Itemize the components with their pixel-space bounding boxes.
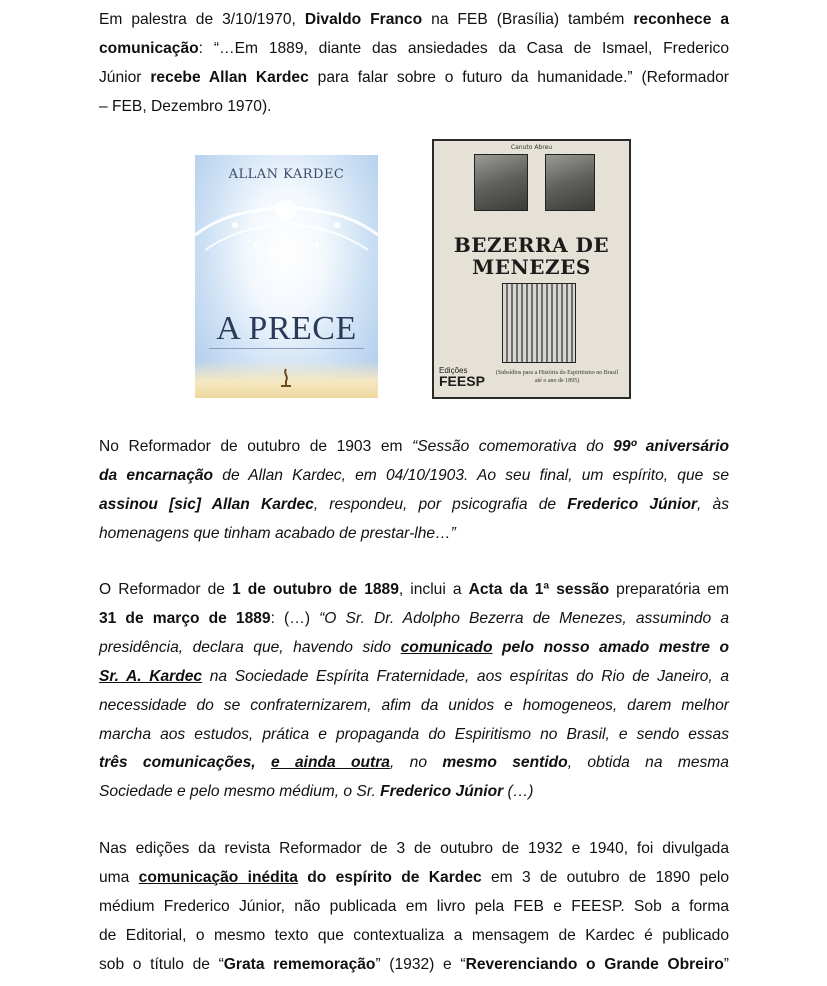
cover-title-rule <box>209 348 364 349</box>
text-line: médium Frederico Júnior, não publicada em livro pela FEB e FEESP. Sob a forma <box>99 897 729 915</box>
text-line: Sr. A. Kardec na Sociedade Espírita Fraternidade, aos espíritas do Rio de Janeiro, a <box>99 667 729 685</box>
book-cover-a-prece <box>195 155 378 398</box>
book-cover-bezerra-de-menezes <box>432 139 631 399</box>
paragraph-divaldo-franco <box>99 6 729 122</box>
publisher-logo: Edições FEESP <box>439 366 485 389</box>
text-line: uma comunicação inédita do espírito de Kardec em 3 de outubro de 1890 pelo <box>99 868 730 886</box>
text-line: sob o título de “Grata rememoração” (1932) e “Reverenciando o Grande Obreiro” <box>99 955 729 973</box>
text-line: de Editorial, o mesmo texto que contextualiza a mensagem de Kardec é publicado <box>99 926 729 944</box>
paragraph-reformador-1889 <box>99 576 729 807</box>
text-line: Júnior recebe Allan Kardec para falar sobre o futuro da humanidade.” (Reformador <box>99 68 729 86</box>
cover-title: A PRECE <box>216 310 357 347</box>
text-line: da encarnação de Allan Kardec, em 04/10/1903. Ao seu final, um espírito, que se <box>99 466 729 484</box>
paragraph-reformador-1903 <box>99 433 729 549</box>
cover-author: Canuto Abreu <box>510 144 553 151</box>
text-line: No Reformador de outubro de 1903 em “Sessão comemorativa do 99º aniversário <box>99 438 729 455</box>
family-photo <box>545 154 595 211</box>
text-line: Nas edições da revista Reformador de 3 de outubro de 1932 e 1940, foi divulgada <box>99 840 729 857</box>
light-rays-decoration <box>195 175 378 315</box>
portrait-photo <box>474 154 528 211</box>
text-line: três comunicações, e ainda outra, no mesmo sentido, obtida na mesma <box>99 754 729 772</box>
cover-title: BEZERRA DE MENEZES <box>453 233 610 279</box>
text-line: comunicação: “…Em 1889, diante das ansiedades da Casa de Ismael, Frederico <box>99 39 729 57</box>
text-line: marcha aos estudos, prática e propaganda do Espiritismo no Brasil, e sendo essas <box>99 725 729 743</box>
text-line: O Reformador de 1 de outubro de 1889, inclui a Acta da 1ª sessão preparatória em <box>99 581 729 598</box>
paragraph-comunicacao-inedita <box>99 835 729 980</box>
text-line: homenagens que tinham acabado de prestar-lhe…” <box>99 524 456 542</box>
cover-author: ALLAN KARDEC <box>228 167 345 182</box>
text-line: 31 de março de 1889: (…) “O Sr. Dr. Adolpho Bezerra de Menezes, assumindo a <box>99 609 729 627</box>
cover-subtitle: (Subsídios para a História do Espiritismo no Brasil até o ano de 1895) <box>495 370 619 384</box>
text-line: – FEB, Dezembro 1970). <box>99 97 272 115</box>
feb-logo-icon <box>277 368 295 390</box>
text-line: necessidade do se confraternizarem, afim da unidos e homogeneos, darem melhor <box>99 696 729 714</box>
building-photo <box>502 283 576 363</box>
text-line: Sociedade e pelo mesmo médium, o Sr. Frederico Júnior (…) <box>99 783 534 801</box>
text-line: Em palestra de 3/10/1970, Divaldo Franco na FEB (Brasília) também reconhece a <box>99 11 730 28</box>
text-line: presidência, declara que, havendo sido comunicado pelo nosso amado mestre o <box>99 638 729 656</box>
text-line: assinou [sic] Allan Kardec, respondeu, por psicografia de Frederico Júnior, às <box>99 495 729 513</box>
